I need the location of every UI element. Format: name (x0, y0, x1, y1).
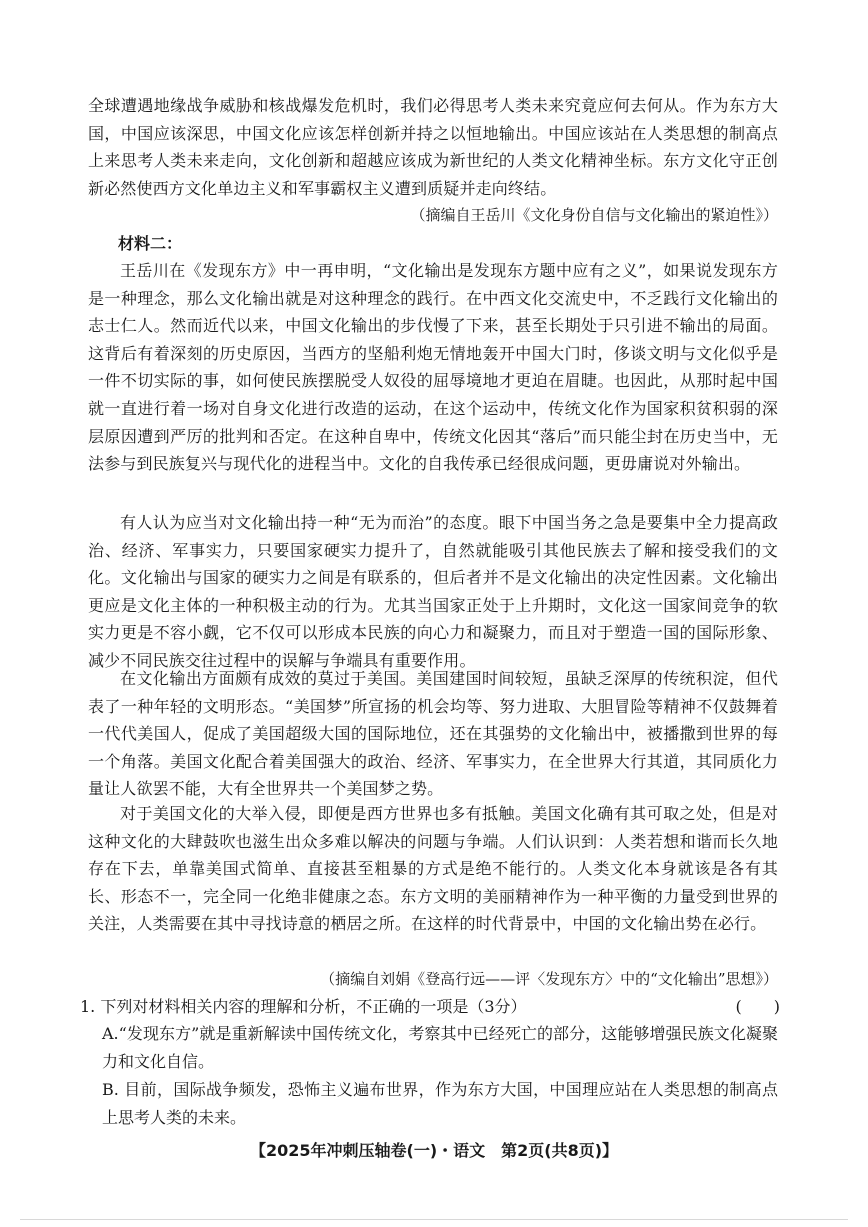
material-2-heading: 材料二： (118, 234, 183, 253)
question-1-stem (80, 993, 780, 1020)
source-citation-1: （摘编自王岳川《文化身份自信与文化输出的紧迫性》） (410, 206, 778, 224)
answer-blank[interactable]: ( ) (735, 997, 780, 1016)
question-1-option-a: A.“发现东方”就是重新解读中国传统文化，考察其中已经死亡的部分，这能够增强民族文化凝聚力和文化自信。 (102, 1024, 778, 1071)
page-bottom-divider (20, 1219, 848, 1220)
material-2-paragraph-4: 对于美国文化的大举入侵，即便是西方世界也多有抵触。美国文化确有其可取之处，但是对这种文化的大肆鼓吹也滋生出众多难以解决的问题与争端。人们认识到：人类若想和谐而长久地存在下去，单靠美国式简单、直接甚至粗暴的方式是绝不能行的。人类文化本身就该是各有其长、形态不一，完全同一化绝非健康之态。东方文明的美丽精神作为一种平衡的力量受到世界的关注，人类需要在其中寻找诗意的栖居之所。在这样的时代背景中，中国的文化输出势在必行。 (88, 804, 778, 934)
source-citation-2: （摘编自刘娟《登高行远——评〈发现东方〉中的“文化输出”思想》） (320, 970, 778, 988)
intro-paragraph: 全球遭遇地缘战争威胁和核战爆发危机时，我们必得思考人类未来究竟应何去何从。作为东方大国，中国应该深思，中国文化应该怎样创新并持之以恒地输出。中国应该站在人类思想的制高点上来思考人类未来走向，文化创新和超越应该成为新世纪的人类文化精神坐标。东方文化守正创新必然使西方文化单边主义和军事霸权主义遭到质疑并走向终结。 (88, 96, 778, 198)
question-1-option-b: B. 目前，国际战争频发，恐怖主义遍布世界，作为东方大国，中国理应站在人类思想的制高点上思考人类的未来。 (102, 1080, 778, 1127)
page-footer: 【2025年冲刺压轴卷(一)・语文 第2页(共8页)】 (249, 1141, 619, 1160)
question-1-text: 1. 下列对材料相关内容的理解和分析，不正确的一项是（3分） (80, 997, 527, 1016)
material-2-paragraph-2: 有人认为应当对文化输出持一种“无为而治”的态度。眼下中国当务之急是要集中全力提高政治、经济、军事实力，只要国家硬实力提升了，自然就能吸引其他民族去了解和接受我们的文化。文化输出与国家的硬实力之间是有联系的，但后者并不是文化输出的决定性因素。文化输出更应是文化主体的一种积极主动的行为。尤其当国家正处于上升期时，文化这一国家间竞争的软实力更是不容小觑，它不仅可以形成本民族的向心力和凝聚力，而且对于塑造一国的国际形象、减少不同民族交往过程中的误解与争端具有重要作用。 (88, 513, 778, 670)
material-2-paragraph-3: 在文化输出方面颇有成效的莫过于美国。美国建国时间较短，虽缺乏深厚的传统积淀，但代表了一种年轻的文明形态。“美国梦”所宣扬的机会均等、努力进取、大胆冒险等精神不仅鼓舞着一代代美国人，促成了美国超级大国的国际地位，还在其强势的文化输出中，被播撒到世界的每一个角落。美国文化配合着美国强大的政治、经济、军事实力，在全世界大行其道，其同质化力量让人欲罢不能，大有全世界共一个美国梦之势。 (88, 669, 778, 799)
material-2-paragraph-1: 王岳川在《发现东方》中一再申明，“文化输出是发现东方题中应有之义”，如果说发现东方是一种理念，那么文化输出就是对这种理念的践行。在中西文化交流史中，不乏践行文化输出的志士仁人。然而近代以来，中国文化输出的步伐慢了下来，甚至长期处于只引进不输出的局面。这背后有着深刻的历史原因，当西方的坚船利炮无情地轰开中国大门时，侈谈文明与文化似乎是一件不切实际的事，如何使民族摆脱受人奴役的屈辱境地才更迫在眉睫。也因此，从那时起中国就一直进行着一场对自身文化进行改造的运动，在这个运动中，传统文化作为国家积贫积弱的深层原因遭到严厉的批判和否定。在这种自卑中，传统文化因其“落后”而只能尘封在历史当中，无法参与到民族复兴与现代化的进程当中。文化的自我传承已经很成问题，更毋庸说对外输出。 (88, 261, 778, 474)
